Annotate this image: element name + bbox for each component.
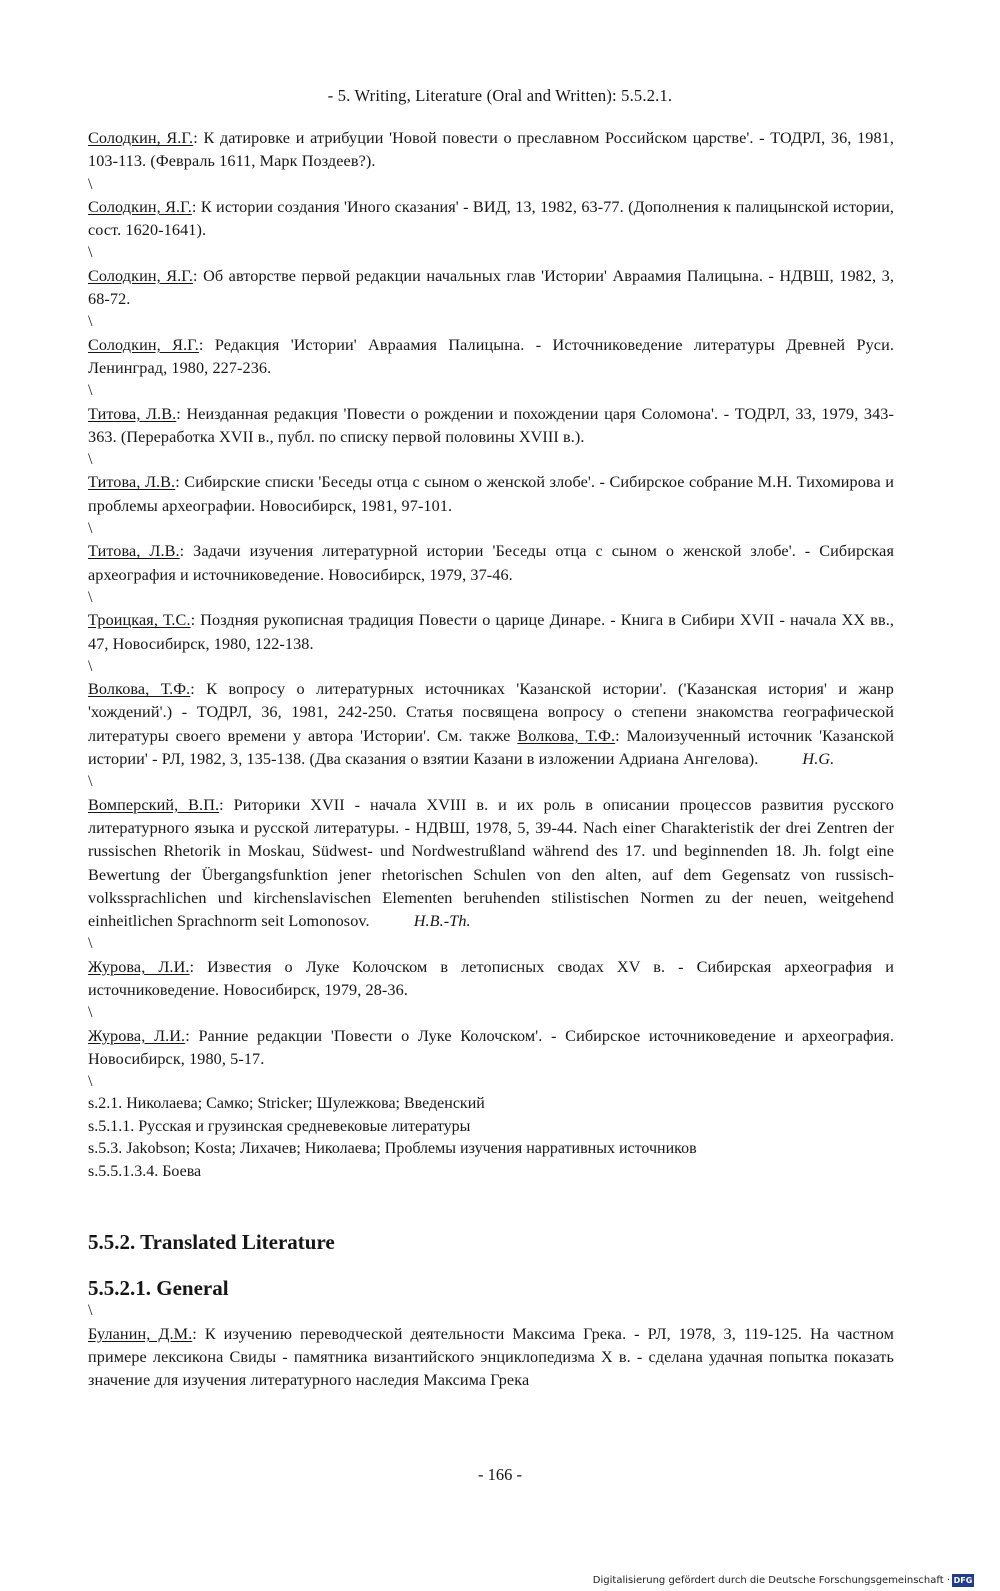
bibliography-entry [88, 265, 894, 312]
bibliography-entry [88, 794, 894, 934]
entry-text: : К истории создания 'Иного сказания' - ВИД, 13, 1982, 63-77. (Дополнения к палицынской истории, сост. 1620-1641). [88, 197, 894, 240]
entry-author: Журова, Л.И. [88, 957, 190, 976]
section-heading: 5.5.2. Translated Literature [88, 1230, 335, 1255]
bibliography-entry [88, 540, 894, 587]
bibliography-entry [88, 334, 894, 381]
entry-separator: \ [88, 175, 93, 193]
entry-separator: \ [88, 1302, 93, 1320]
bibliography-entry [88, 403, 894, 450]
bibliography-entry [88, 609, 894, 656]
dfg-logo: DFG [953, 1576, 973, 1585]
entry-separator: \ [88, 773, 93, 791]
entry-separator: \ [88, 657, 93, 675]
cross-reference-line: s.2.1. Николаева; Самко; Stricker; Шулежкова; Введенский [88, 1095, 485, 1113]
entry-author: Солодкин, Я.Г. [88, 197, 192, 216]
page-body [88, 127, 894, 1393]
cross-reference-line: s.5.3. Jakobson; Kosta; Лихачев; Николаева; Проблемы изучения нарративных источников [88, 1140, 697, 1158]
entry-separator: \ [88, 382, 93, 400]
entry-author: Вомперский, В.П. [88, 795, 220, 814]
entry-author-secondary: Волкова, Т.Ф. [517, 726, 616, 745]
entry-author: Титова, Л.В. [88, 473, 176, 492]
entry-text: : Сибирские списки 'Беседы отца с сыном о женской злобе'. - Сибирское собрание М.Н. Тихомирова и проблемы археографии. Новосибирск, 1981, 97-101. [88, 473, 894, 515]
entry-author: Буланин, Д.М. [88, 1324, 193, 1343]
entry-separator: \ [88, 244, 93, 262]
entry-text: : К вопросу о литературных источниках 'Казанской истории'. ('Казанская история' и жанр 'хождений'.) - ТОДРЛ, 36, 1981, 242-250. Статья посвящена вопросу о степени знакомства географической литературы своего времени у автора 'Истории'. См. также [88, 680, 894, 745]
entry-author: Солодкин, Я.Г. [88, 129, 194, 147]
bibliography-entry [88, 127, 894, 174]
entry-separator: \ [88, 451, 93, 469]
bibliography-entry [88, 1025, 894, 1072]
entry-separator: \ [88, 935, 93, 953]
entry-separator: \ [88, 588, 93, 606]
entry-text: : К изучению переводческой деятельности Максима Грека. - РЛ, 1978, 3, 119-125. На частном примере лексикона Свиды - памятника византийского энциклопедизма X в. - сделана удачная попытка показать значение для изучения литературного наследия Максима Грека [88, 1324, 895, 1390]
digitization-credit: Digitalisierung gefördert durch die Deutsche Forschungsgemeinschaft · [592, 1575, 950, 1586]
entry-text: : Об авторстве первой редакции начальных глав 'Истории' Авраамия Палицына. - НДВШ, 1982, 3, 68-72. [88, 266, 894, 309]
entry-author: Титова, Л.В. [88, 404, 177, 423]
entry-text-secondary: : Малоизученный источник 'Казанской истории' - РЛ, 1982, 3, 135-138. (Два сказания о взятии Казани в изложении Адриана Ангелова). [88, 726, 894, 769]
entry-text: : Известия о Луке Колочском в летописных сводах XV в. - Сибирская археография и источниковедение. Новосибирск, 1979, 28-36. [88, 957, 894, 999]
bibliography-entry [88, 196, 894, 243]
entry-author: Титова, Л.В. [88, 542, 180, 561]
entry-author: Волкова, Т.Ф. [88, 680, 191, 699]
cross-reference-line: s.5.5.1.3.4. Боева [88, 1162, 202, 1180]
reviewer-initials: H.G. [802, 750, 835, 769]
entry-text: : К датировке и атрибуции 'Новой повести о преславном Российском царстве'. - ТОДРЛ, 36, 1981, 103-113. (Февраль 1611, Марк Поздеев?). [88, 129, 894, 171]
entry-text: : Поздняя рукописная традиция Повести о царице Динаре. - Книга в Сибири XVII - начала XX вв., 47, Новосибирск, 1980, 122-138. [88, 611, 894, 653]
entry-author: Солодкин, Я.Г. [88, 266, 194, 285]
subsection-heading: 5.5.2.1. General [88, 1276, 229, 1301]
entry-author: Журова, Л.И. [88, 1026, 186, 1045]
bibliography-entry [88, 678, 894, 771]
entry-author: Троицкая, Т.С. [88, 611, 191, 630]
bibliography-entry [88, 1323, 894, 1393]
entry-author: Солодкин, Я.Г. [88, 335, 199, 354]
page-number: - 166 - [478, 1465, 522, 1484]
cross-references [88, 1093, 894, 1183]
entry-separator: \ [88, 1004, 93, 1022]
entry-text: : Задачи изучения литературной истории 'Беседы отца с сыном о женской злобе'. - Сибирская археография и источниковедение. Новосибирск, 1979, 37-46. [88, 542, 894, 584]
cross-reference-line: s.5.1.1. Русская и грузинская средневековые литературы [88, 1117, 471, 1135]
reviewer-initials: H.B.-Th. [413, 912, 471, 931]
bibliography-entry [88, 956, 894, 1003]
entry-text: : Ранние редакции 'Повести о Луке Колочском'. - Сибирское источниковедение и археография. Новосибирск, 1980, 5-17. [88, 1026, 895, 1068]
entry-separator: \ [88, 520, 93, 538]
entry-separator: \ [88, 313, 93, 331]
entry-separator: \ [88, 1073, 93, 1091]
entry-text: : Неизданная редакция 'Повести о рождении и похождении царя Соломона'. - ТОДРЛ, 33, 1979, 343-363. (Переработка XVII в., публ. по списку первой половины XVIII в.). [88, 404, 894, 446]
entry-text: : Риторики XVII - начала XVIII в. и их роль в описании процессов развития русского литературного языка и русской литературы. - НДВШ, 1978, 5, 39-44. Nach einer Charakteristik der drei Zentren der russischen Rhetorik in Moskau, Südwest- und Nordwestrußland während des 17. und beginnenden 18. Jh. folgt eine Bewertung der Übergangsfunktion jener rhetorischen Schulen von den alten, auf dem Gegensatz von russisch-volkssprachlichen und kirchenslavischen Elementen beruhenden stilistischen Normen zu der neuen, weitgehend einheitlichen Sprachnorm seit Lomonosov. [88, 795, 894, 931]
entry-text: : Редакция 'Истории' Авраамия Палицына. - Источниковедение литературы Древней Руси. Ленинград, 1980, 227-236. [88, 335, 894, 377]
bibliography-entry [88, 471, 894, 518]
running-header: - 5. Writing, Literature (Oral and Written): 5.5.2.1. [327, 86, 673, 105]
